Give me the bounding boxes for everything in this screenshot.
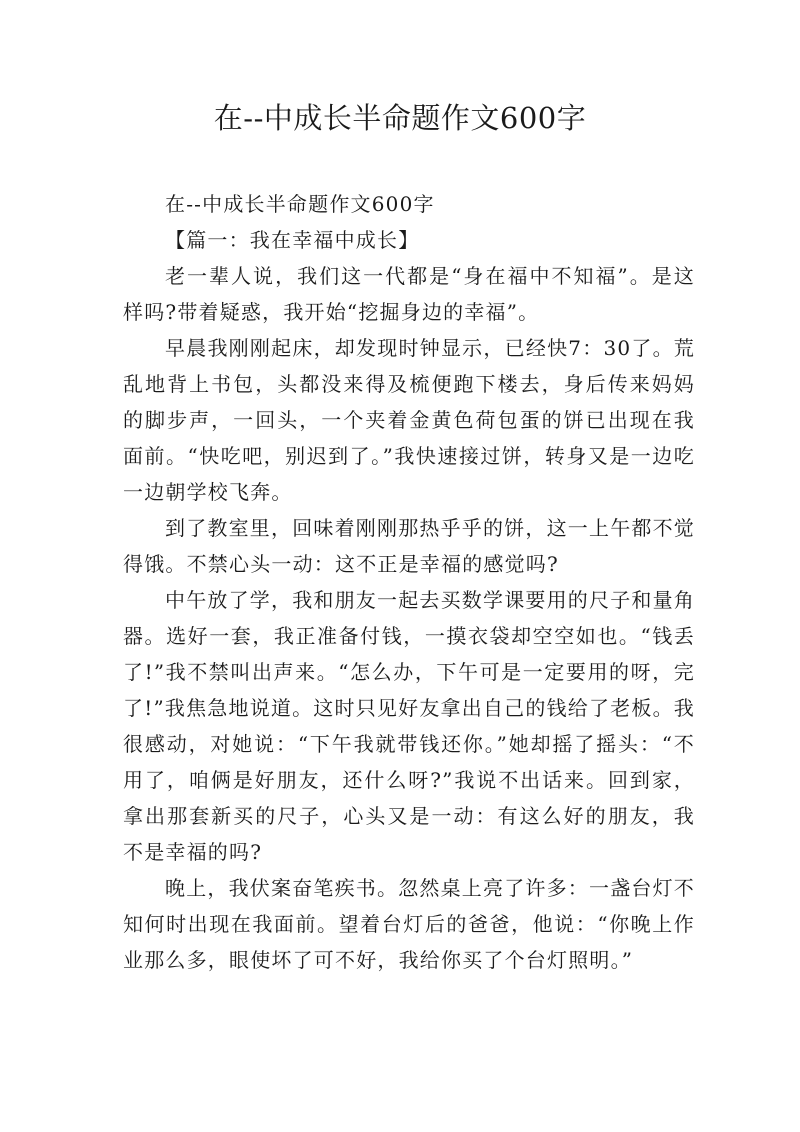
document-body xyxy=(123,186,695,978)
paragraph-noon: 中午放了学，我和朋友一起去买数学课要用的尺子和量角器。选好一套，我正准备付钱，一摸衣袋却空空如也。“钱丢了!”我不禁叫出声来。“怎么办，下午可是一定要用的呀，完了!”我焦急地说道。这时只见好友拿出自己的钱给了老板。我很感动，对她说：“下午我就带钱还你。”她却摇了摇头：“不用了，咱俩是好朋友，还什么呀?”我说不出话来。回到家，拿出那套新买的尺子，心头又是一动：有这么好的朋友，我不是幸福的吗? xyxy=(123,588,695,864)
paragraph-intro: 老一辈人说，我们这一代都是“身在福中不知福”。是这样吗?带着疑惑，我开始“挖掘身边的幸福”。 xyxy=(123,264,695,324)
paragraph-classroom: 到了教室里，回味着刚刚那热乎乎的饼，这一上午都不觉得饿。不禁心头一动：这不正是幸福的感觉吗? xyxy=(123,516,695,576)
paragraph-section-heading: 【篇一：我在幸福中成长】 xyxy=(165,228,420,252)
paragraph-subtitle: 在--中成长半命题作文600字 xyxy=(165,192,435,216)
document-title: 在--中成长半命题作文600字 xyxy=(213,101,587,135)
paragraph-evening: 晚上，我伏案奋笔疾书。忽然桌上亮了许多：一盏台灯不知何时出现在我面前。望着台灯后的爸爸，他说：“你晚上作业那么多，眼使坏了可不好，我给你买了个台灯照明。” xyxy=(123,876,695,972)
paragraph-morning: 早晨我刚刚起床，却发现时钟显示，已经快7：30了。荒乱地背上书包，头都没来得及梳便跑下楼去，身后传来妈妈的脚步声，一回头，一个夹着金黄色荷包蛋的饼已出现在我面前。“快吃吧，别迟到了。”我快速接过饼，转身又是一边吃一边朝学校飞奔。 xyxy=(123,336,695,504)
